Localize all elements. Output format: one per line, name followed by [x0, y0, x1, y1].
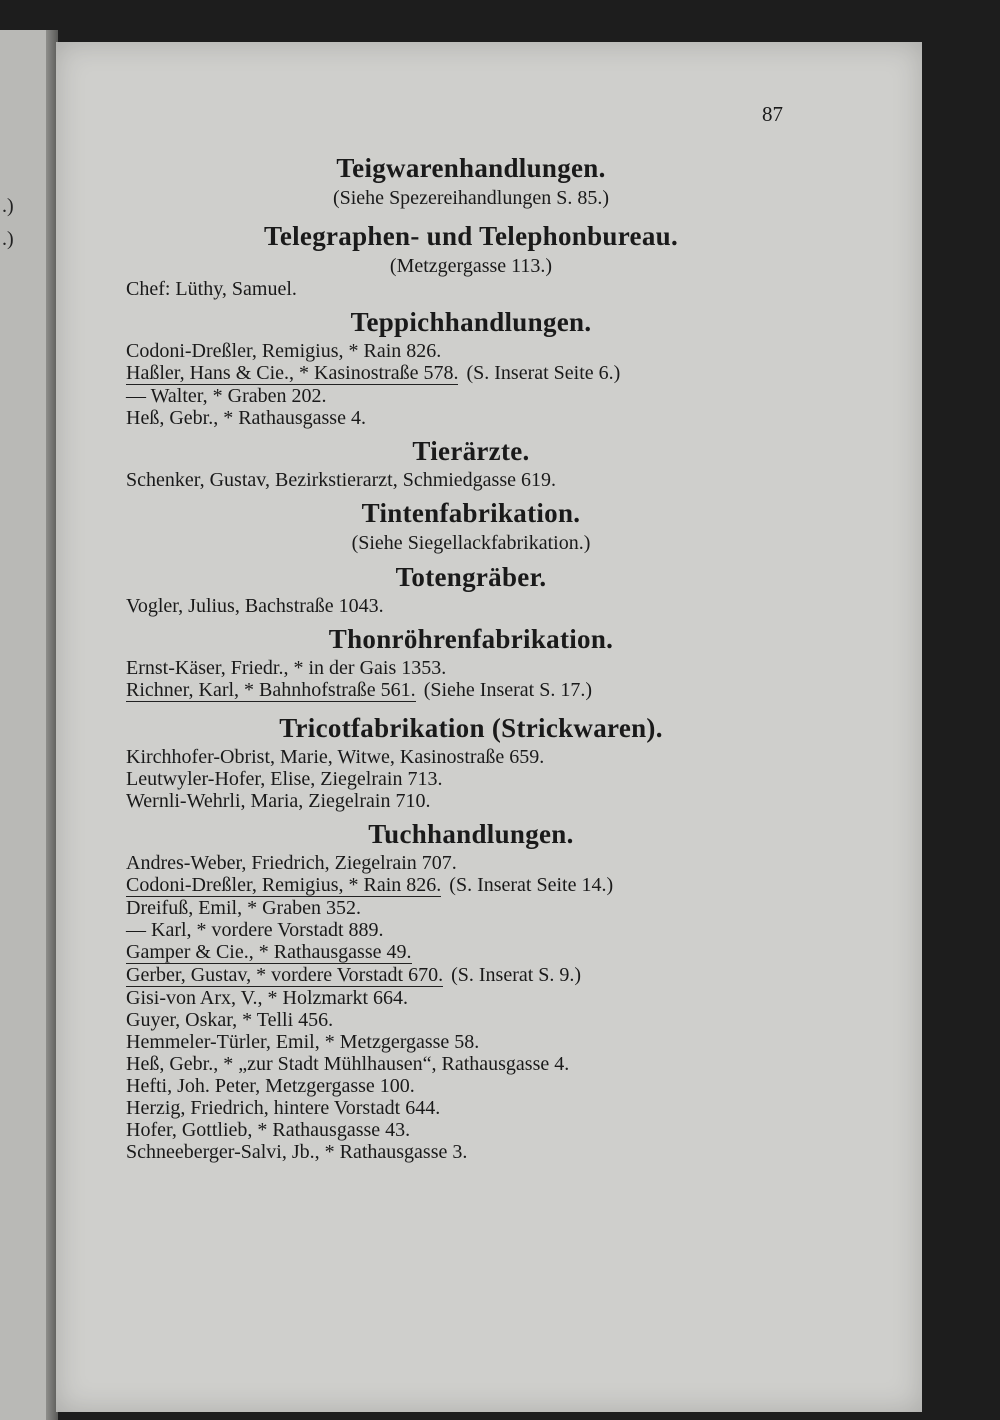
section-thonroehren [126, 621, 816, 702]
list-item [126, 964, 816, 987]
section-heading: Totengräber. [395, 562, 547, 592]
list-item: Andres-Weber, Friedrich, Ziegelrain 707. [126, 852, 457, 874]
margin-mark: .) [2, 195, 14, 217]
list-item: Hemmeler-Türler, Emil, * Metzgergasse 58. [126, 1031, 480, 1053]
book-page [56, 42, 922, 1412]
directory-content [126, 150, 816, 1163]
list-item [126, 941, 816, 964]
section-heading: Thonröhrenfabrikation. [328, 624, 614, 654]
section-teigwaren [126, 150, 816, 210]
page-number: 87 [762, 102, 783, 126]
advert-reference: (Siehe Inserat S. 17.) [423, 679, 592, 701]
list-item: Wernli-Wehrli, Maria, Ziegelrain 710. [126, 790, 431, 812]
list-item: Schneeberger-Salvi, Jb., * Rathausgasse 3. [126, 1141, 468, 1163]
list-item: — Walter, * Graben 202. [126, 385, 327, 407]
list-item: — Karl, * vordere Vorstadt 889. [126, 919, 384, 941]
section-tuch [126, 816, 816, 1163]
section-heading: Tuchhandlungen. [368, 819, 574, 849]
list-item: Kirchhofer-Obrist, Marie, Witwe, Kasinostraße 659. [126, 746, 545, 768]
list-item: Dreifuß, Emil, * Graben 352. [126, 897, 361, 919]
section-tricot [126, 710, 816, 812]
list-item: Schenker, Gustav, Bezirkstierarzt, Schmiedgasse 619. [126, 469, 556, 491]
entry-text: Codoni-Dreßler, Remigius, * Rain 826. [126, 874, 442, 896]
list-item: Heß, Gebr., * Rathausgasse 4. [126, 407, 366, 429]
list-item: Herzig, Friedrich, hintere Vorstadt 644. [126, 1097, 441, 1119]
list-item: Ernst-Käser, Friedr., * in der Gais 1353. [126, 657, 447, 679]
section-teppich [126, 304, 816, 429]
section-tinten [126, 495, 816, 555]
section-totengraeber [126, 559, 816, 617]
margin-mark: .) [2, 228, 14, 250]
list-item: Heß, Gebr., * „zur Stadt Mühlhausen“, Rathausgasse 4. [126, 1053, 570, 1075]
advert-reference: (S. Inserat Seite 6.) [466, 362, 621, 384]
section-heading: Tintenfabrikation. [361, 498, 581, 528]
list-item: Hofer, Gottlieb, * Rathausgasse 43. [126, 1119, 411, 1141]
list-item [126, 874, 816, 897]
section-telegraphen [126, 218, 816, 300]
entry-text: Gamper & Cie., * Rathausgasse 49. [126, 941, 412, 963]
advert-reference: (S. Inserat Seite 14.) [449, 874, 614, 896]
advert-reference: (S. Inserat S. 9.) [451, 964, 582, 986]
list-item: Leutwyler-Hofer, Elise, Ziegelrain 713. [126, 768, 443, 790]
section-heading: Teppichhandlungen. [350, 307, 592, 337]
entry-text: Richner, Karl, * Bahnhofstraße 561. [126, 679, 416, 701]
entry-text: Gerber, Gustav, * vordere Vorstadt 670. [126, 964, 444, 986]
section-heading: Tierärzte. [412, 436, 530, 466]
section-heading: Telegraphen- und Telephonbureau. [264, 221, 678, 251]
cross-reference: (Siehe Siegellackfabrikation.) [351, 532, 591, 554]
entry-text: Haßler, Hans & Cie., * Kasinostraße 578. [126, 362, 459, 384]
list-item: Vogler, Julius, Bachstraße 1043. [126, 595, 384, 617]
list-item: Gisi-von Arx, V., * Holzmarkt 664. [126, 987, 409, 1009]
section-heading: Teigwarenhandlungen. [336, 153, 606, 183]
list-item: Guyer, Oskar, * Telli 456. [126, 1009, 334, 1031]
list-item: Hefti, Joh. Peter, Metzgergasse 100. [126, 1075, 415, 1097]
address-note: (Metzgergasse 113.) [389, 255, 553, 277]
cross-reference: (Siehe Spezereihandlungen S. 85.) [332, 187, 610, 209]
list-item [126, 679, 816, 702]
list-item: Chef: Lüthy, Samuel. [126, 278, 297, 300]
section-tieraerzte [126, 433, 816, 491]
list-item: Codoni-Dreßler, Remigius, * Rain 826. [126, 340, 442, 362]
previous-page-edge [0, 30, 58, 1420]
section-heading: Tricotfabrikation (Strickwaren). [279, 713, 663, 743]
list-item [126, 362, 816, 385]
